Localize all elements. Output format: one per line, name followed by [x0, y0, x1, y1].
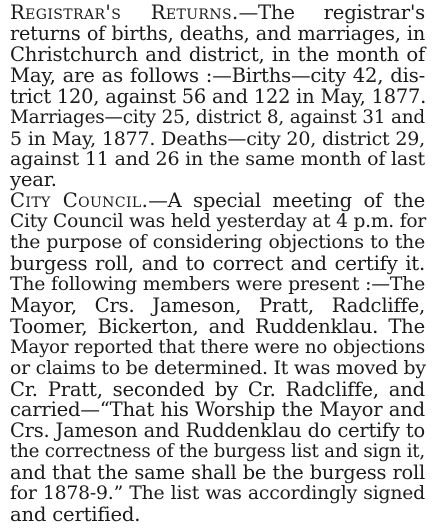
article-line: Mayor reported that there were no objections — [10, 336, 425, 358]
registrar-heading: Registrar's Returns. — [10, 1, 239, 24]
article-line: against 11 and 26 in the same month of last — [10, 148, 425, 171]
article-line: —The registrar's — [238, 1, 426, 24]
article-line: Christchurch and district, in the month of — [10, 42, 425, 66]
article-line: Crs. Jameson and Ruddenklau do certify to — [10, 419, 425, 443]
article-line: returns of births, deaths, and marriages, in — [10, 21, 425, 45]
council-first-line — [10, 190, 425, 212]
article-line: and that the same shall be the burgess roll — [10, 461, 425, 485]
article-line: burgess roll, and to correct and certify it. — [10, 252, 425, 275]
article-line: Cr. Pratt, seconded by Cr. Radcliffe, and — [10, 377, 425, 401]
registrar-first-line — [10, 2, 425, 24]
article-line: or claims to be determined. It was moved by — [10, 357, 426, 379]
article-line: trict 120, against 56 and 122 in May, 1877. — [10, 84, 427, 108]
article-line: Marriages—city 25, district 8, against 31 and — [10, 106, 425, 128]
article-line: Toomer, Bickerton, and Ruddenklau. The — [10, 314, 425, 338]
council-heading: City Council. — [10, 189, 149, 213]
article-line: Mayor, Crs. Jameson, Pratt, Radcliffe, — [10, 293, 425, 317]
article-line: year. — [10, 168, 57, 192]
article-line: —A special meeting of the — [148, 189, 425, 213]
article-line: the correctness of the burgess list and sign it, — [10, 441, 425, 463]
article-line: for 1878-9.” The list was accordingly signed — [10, 483, 425, 505]
article-line: The following members were present :—The — [10, 273, 425, 295]
article-line: carried—“That his Worship the Mayor and — [10, 398, 425, 422]
article-line: the purpose of considering objections to the — [10, 232, 425, 254]
article-line: May, are as follows :—Births—city 42, dis- — [10, 63, 425, 87]
article-line: and certified. — [10, 503, 141, 526]
article-line: City Council was held yesterday at 4 p.m. for — [10, 211, 427, 233]
article-line: 5 in May, 1877. Deaths—city 20, district 29, — [10, 127, 425, 150]
